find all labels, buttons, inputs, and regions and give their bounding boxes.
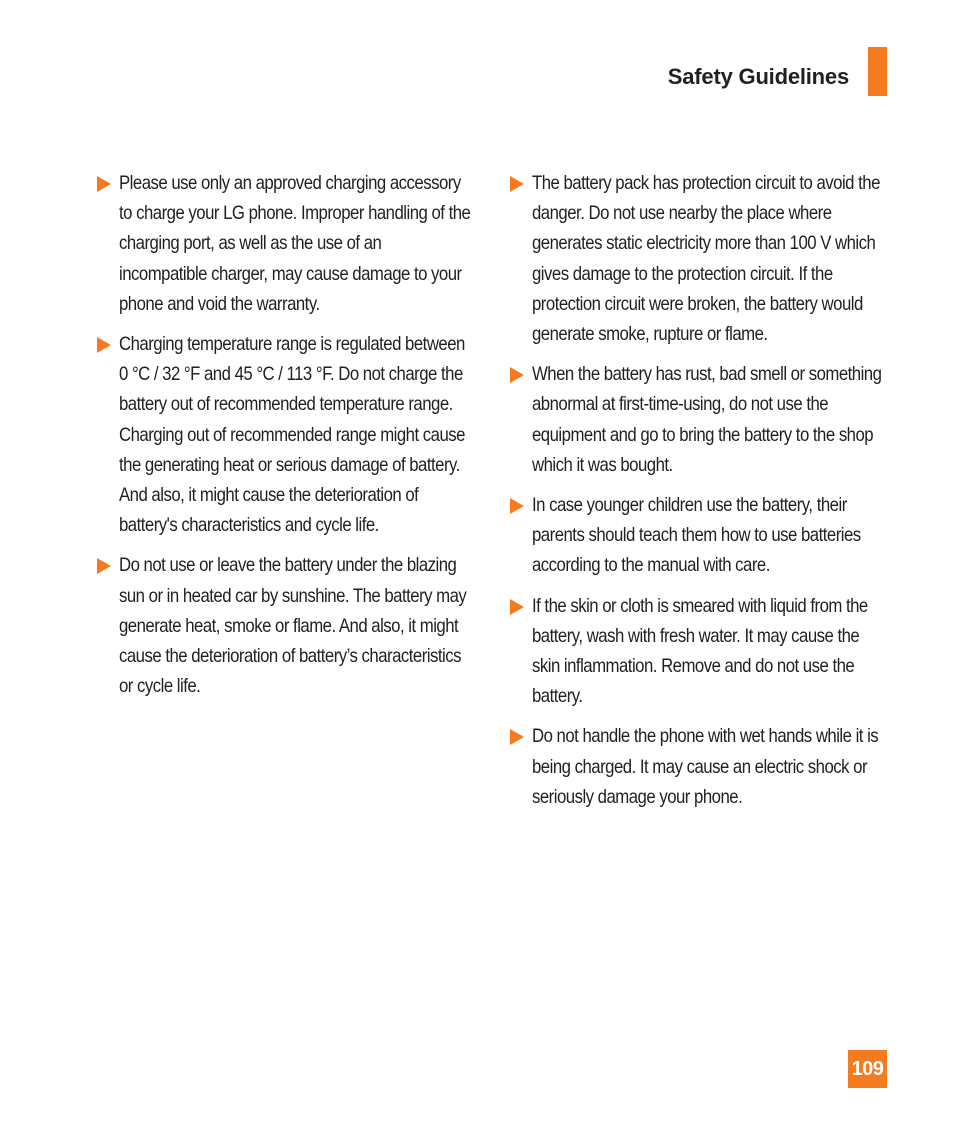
list-item [97,329,481,540]
list-item [510,721,894,812]
list-item [97,168,481,319]
list-item [510,591,894,712]
list-item-text: Do not handle the phone with wet hands while it is being charged. It may cause an electric shock or seriously damage your phone. [532,725,879,808]
list-item [510,168,894,349]
triangle-bullet-icon [97,176,111,192]
right-column [510,168,894,822]
triangle-bullet-icon [510,729,524,745]
page-number: 109 [848,1050,887,1088]
list-item-text: Do not use or leave the battery under the blazing sun or in heated car by sunshine. The battery may generate heat, smoke or flame. And also, it might cause the deterioration of battery’s characteristics or cycle life. [119,554,467,698]
list-item-text: In case younger children use the battery, their parents should teach them how to use batteries according to the manual with care. [532,494,861,577]
list-item [510,490,894,581]
section-tab-marker [868,47,887,96]
triangle-bullet-icon [510,176,524,192]
triangle-bullet-icon [510,498,524,514]
list-item-text: Please use only an approved charging accessory to charge your LG phone. Improper handling of the charging port, as well as the use of an incompatible charger, may cause damage to your phone and void the warranty. [119,172,471,315]
left-column [97,168,481,711]
triangle-bullet-icon [97,558,111,574]
list-item-text: If the skin or cloth is smeared with liquid from the battery, wash with fresh water. It may cause the skin inflammation. Remove and do not use the battery. [532,594,868,708]
list-item-text: The battery pack has protection circuit to avoid the danger. Do not use nearby the place where generates static electricity more than 100 V which gives damage to the protection circuit. If the protection circuit were broken, the battery would generate smoke, rupture or flame. [532,172,880,346]
list-item [510,359,894,480]
triangle-bullet-icon [97,337,111,353]
triangle-bullet-icon [510,367,524,383]
triangle-bullet-icon [510,599,524,615]
list-item-text: When the battery has rust, bad smell or something abnormal at first-time-using, do not use the equipment and go to bring the battery to the shop which it was bought. [532,363,882,476]
list-item-text: Charging temperature range is regulated between 0 °C / 32 °F and 45 °C / 113 °F. Do not charge the battery out of recommended temperature range. Charging out of recommended range might cause the generating heat or serious damage of battery. And also, it might cause the deterioration of battery's characteristics and cycle life. [119,333,465,537]
section-title: Safety Guidelines [667,64,849,89]
list-item [97,550,481,701]
